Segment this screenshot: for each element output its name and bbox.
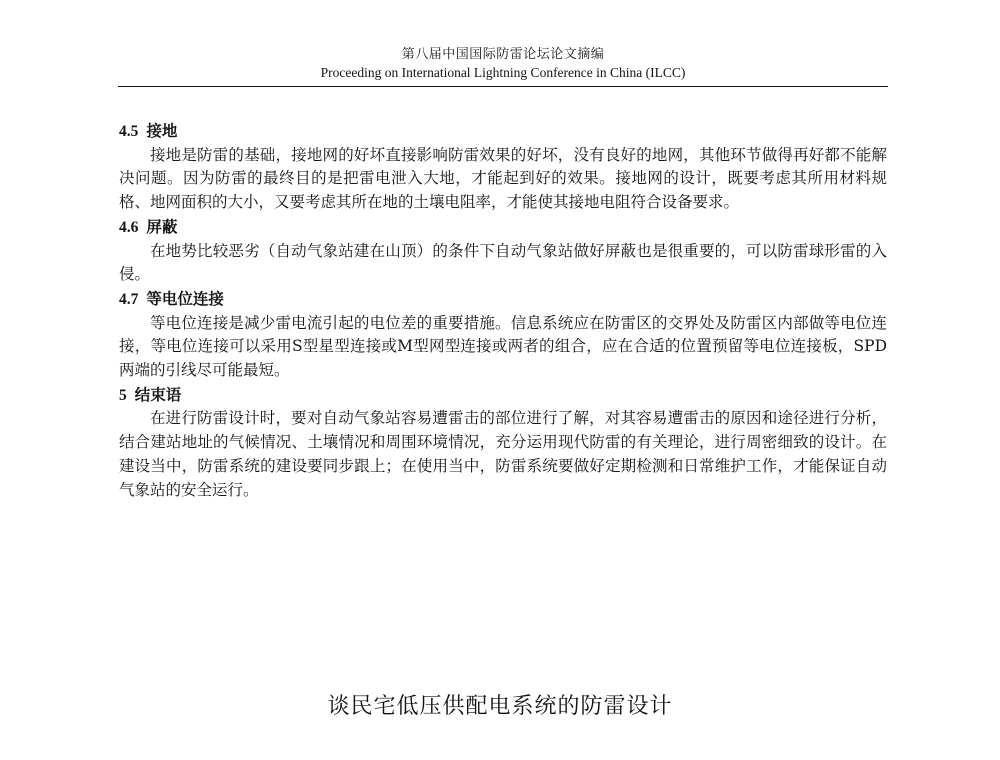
section-number: 4.7 <box>119 290 139 308</box>
section-paragraph: 接地是防雷的基础，接地网的好坏直接影响防雷效果的好坏，没有良好的地网，其他环节做得再好都不能解决问题。因为防雷的最终目的是把雷电泄入大地，才能起到好的效果。接地网的设计，既要考虑其所用材料规格、地网面积的大小，又要考虑其所在地的土壤电阻率，才能使其接地电阻符合设备要求。 <box>119 145 887 212</box>
section-title: 等电位连接 <box>146 288 224 308</box>
section-conclusion <box>119 383 887 503</box>
section-equipotential-bonding <box>119 287 887 383</box>
running-header <box>118 46 888 81</box>
header-rule <box>118 86 888 87</box>
section-number: 5 <box>119 386 127 404</box>
section-shielding <box>119 215 887 287</box>
section-heading <box>119 383 887 408</box>
section-paragraph: 在进行防雷设计时，要对自动气象站容易遭雷击的部位进行了解，对其容易遭雷击的原因和途径进行分析，结合建站地址的气候情况、土壤情况和周围环境情况，充分运用现代防雷的有关理论，进行周密细致的设计。在建设当中，防雷系统的建设要同步跟上；在使用当中，防雷系统要做好定期检测和日常维护工作，才能保证自动气象站的安全运行。 <box>119 409 887 499</box>
next-article-title: 谈民宅低压供配电系统的防雷设计 <box>327 694 673 719</box>
article-body <box>119 119 887 502</box>
section-number: 4.6 <box>119 218 139 236</box>
header-title-english: Proceeding on International Lightning Conference in China (ILCC) <box>320 65 686 80</box>
section-paragraph: 在地势比较恶劣（自动气象站建在山顶）的条件下自动气象站做好屏蔽也是很重要的，可以防雷球形雷的入侵。 <box>119 241 887 284</box>
section-heading <box>119 287 887 312</box>
section-title: 屏蔽 <box>146 216 178 236</box>
section-title: 接地 <box>146 121 178 140</box>
section-grounding <box>119 119 887 215</box>
section-number: 4.5 <box>119 123 139 140</box>
section-heading <box>119 215 887 240</box>
section-heading <box>119 119 887 144</box>
section-title: 结束语 <box>134 384 182 404</box>
header-title-chinese: 第八届中国国际防雷论坛论文摘编 <box>401 47 605 62</box>
section-paragraph: 等电位连接是减少雷电流引起的电位差的重要措施。信息系统应在防雷区的交界处及防雷区内部做等电位连接，等电位连接可以采用S型星型连接或M型网型连接或两者的组合，应在合适的位置预留等电位连接板，SPD两端的引线尽可能最短。 <box>119 313 887 380</box>
